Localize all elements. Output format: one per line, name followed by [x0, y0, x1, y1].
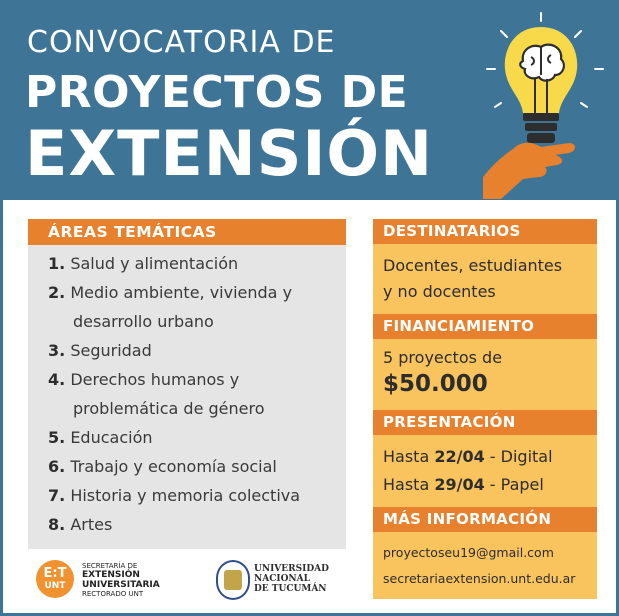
area-number: 1. [48, 254, 66, 273]
presentacion-text [383, 443, 553, 499]
email-link[interactable]: proyectoseu19@gmail.com [383, 545, 554, 560]
list-item [48, 510, 300, 539]
header-line-proyectos: PROYECTOS DE [25, 67, 409, 118]
area-text: Salud y alimentación [70, 254, 239, 273]
list-item [48, 278, 300, 307]
destinatarios-header [373, 219, 597, 244]
list-item [48, 365, 300, 394]
list-item-continuation: desarrollo urbano [73, 312, 214, 331]
area-text: Seguridad [70, 341, 152, 360]
destinatarios-line2: y no docentes [383, 282, 496, 301]
area-number: 8. [48, 515, 66, 534]
financiamiento-amount: $50.000 [383, 371, 488, 397]
area-text: Derechos humanos y [70, 370, 240, 389]
presentacion-header [373, 410, 597, 435]
header-line-extension: EXTENSIÓN [25, 117, 434, 190]
financiamiento-header [373, 314, 597, 339]
destinatarios-title: DESTINATARIOS [383, 222, 521, 240]
presentacion-row-papel [383, 471, 553, 499]
areas-list [48, 249, 300, 539]
university-logo-text [254, 564, 329, 594]
extension-logo-line1: SECRETARÍA DE [82, 562, 138, 570]
presentacion-suffix: - Papel [484, 475, 544, 494]
list-item-continuation: problemática de género [73, 399, 265, 418]
area-text: Historia y memoria colectiva [70, 486, 301, 505]
presentacion-suffix: - Digital [484, 447, 553, 466]
extension-badge-top: E:T [43, 566, 67, 581]
presentacion-date: 29/04 [434, 475, 485, 494]
university-line2: NACIONAL [254, 574, 310, 584]
extension-logo-line3: UNIVERSITARIA [82, 580, 160, 590]
list-item [48, 249, 300, 278]
area-text: Artes [70, 515, 113, 534]
destinatarios-text [383, 253, 562, 305]
presentacion-date: 22/04 [434, 447, 485, 466]
areas-title: ÁREAS TEMÁTICAS [48, 223, 217, 241]
presentacion-row-digital [383, 443, 553, 471]
presentacion-prefix: Hasta [383, 475, 435, 494]
destinatarios-line1: Docentes, estudiantes [383, 256, 563, 275]
extension-badge-bottom: UNT [44, 581, 66, 591]
extension-logo-line4: RECTORADO UNT [82, 590, 144, 598]
area-text: Trabajo y economía social [70, 457, 277, 476]
university-logo [216, 558, 356, 600]
header-banner [3, 3, 616, 200]
lightbulb-brain-icon [483, 9, 615, 199]
university-line3: DE TUCUMÁN [254, 584, 327, 594]
list-item [48, 423, 300, 452]
list-item [48, 481, 300, 510]
extension-badge-icon [36, 560, 74, 598]
financiamiento-text [383, 345, 502, 397]
header-line-convocatoria: CONVOCATORIA DE [27, 25, 336, 60]
extension-logo-line2: EXTENSIÓN [82, 570, 140, 580]
extension-logo-text [82, 562, 160, 598]
list-item [48, 336, 300, 365]
list-item [48, 452, 300, 481]
areas-header [28, 219, 346, 245]
area-number: 2. [48, 283, 66, 302]
website-link[interactable]: secretariaextension.unt.edu.ar [383, 571, 576, 586]
area-number: 3. [48, 341, 66, 360]
area-number: 7. [48, 486, 66, 505]
areas-panel [28, 219, 346, 549]
university-line1: UNIVERSIDAD [254, 564, 329, 574]
area-number: 5. [48, 428, 66, 447]
area-number: 6. [48, 457, 66, 476]
area-text: Educación [70, 428, 153, 447]
financiamiento-line1: 5 proyectos de [383, 348, 503, 367]
presentacion-prefix: Hasta [383, 447, 435, 466]
extension-logo [36, 558, 201, 600]
area-number: 4. [48, 370, 66, 389]
info-header [373, 507, 597, 532]
university-seal-icon [216, 560, 250, 600]
info-title: MÁS INFORMACIÓN [383, 510, 552, 528]
area-text: Medio ambiente, vivienda y [70, 283, 293, 302]
financiamiento-title: FINANCIAMIENTO [383, 317, 535, 335]
presentacion-title: PRESENTACIÓN [383, 413, 516, 431]
info-panel [373, 219, 597, 599]
